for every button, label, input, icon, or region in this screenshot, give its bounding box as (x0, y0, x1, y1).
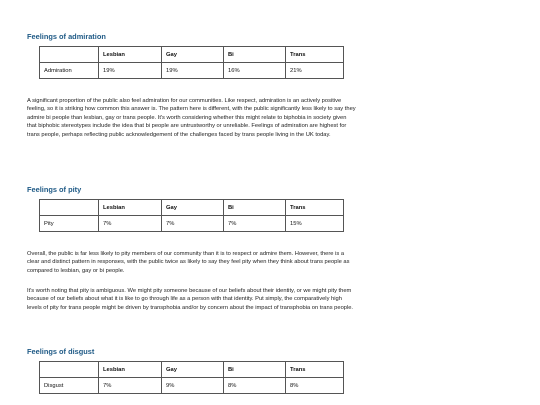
section-heading-pity: Feelings of pity (27, 185, 82, 194)
admiration-table (39, 46, 344, 79)
table-cell: 8% (224, 378, 286, 394)
table-header-row (40, 200, 344, 216)
section-heading-disgust: Feelings of disgust (27, 347, 95, 356)
table-header-cell (40, 362, 99, 378)
table-header-cell: Bi (224, 200, 286, 216)
table-cell: 16% (224, 63, 286, 79)
table-cell: 7% (99, 378, 162, 394)
table-row (40, 216, 344, 232)
table-header-cell: Gay (162, 47, 224, 63)
table-cell: 7% (224, 216, 286, 232)
table-header-row (40, 362, 344, 378)
table-cell: 7% (162, 216, 224, 232)
table-cell: 9% (162, 378, 224, 394)
table-header-cell (40, 47, 99, 63)
table-header-cell: Trans (286, 362, 344, 378)
table-header-cell: Bi (224, 47, 286, 63)
paragraph-admiration: A significant proportion of the public also feel admiration for our communities. Like respect, admiration is an actively positive feeling, so it is striking how common this answer is. The pattern here is different, with the public significantly less likely to say they admire bi people than lesbian, gay or trans people. It's worth considering whether this might relate to biphobia in society given that biphobic stereotypes include the idea that bi people are untrustworthy or unreliable. Feelings of admiration are highest for trans people, perhaps reflecting public acknowledgement of the challenges faced by trans people living in the UK today. (27, 98, 356, 138)
paragraph-pity-overall: Overall, the public is far less likely to pity members of our community than it is to respect or admire them. However, there is a clear and distinct pattern in responses, with the public twice as likely to say they feel pity when they think about trans people as compared to lesbian, gay or bi people. (27, 251, 350, 274)
table-header-cell: Lesbian (99, 362, 162, 378)
table-header-cell: Bi (224, 362, 286, 378)
table-cell: 19% (162, 63, 224, 79)
table-row (40, 63, 344, 79)
table-row-label: Disgust (40, 378, 99, 394)
table-header-cell: Lesbian (99, 200, 162, 216)
table-row-label: Pity (40, 216, 99, 232)
table-row-label: Admiration (40, 63, 99, 79)
table-cell: 21% (286, 63, 344, 79)
paragraph-pity-ambiguous: It's worth noting that pity is ambiguous. We might pity someone because of our beliefs about their identity, or we might pity them because of our beliefs about what it is like to go through life as a person with that identity. Put simply, the comparatively high levels of pity for trans people might be driven by transphobia and/or by concern about the impact of transphobia on trans people. (27, 288, 354, 311)
table-header-cell (40, 200, 99, 216)
table-header-cell: Gay (162, 200, 224, 216)
table-header-cell: Trans (286, 200, 344, 216)
table-cell: 19% (99, 63, 162, 79)
pity-table (39, 199, 344, 232)
table-cell: 15% (286, 216, 344, 232)
section-heading-admiration: Feelings of admiration (27, 32, 106, 41)
table-header-row (40, 47, 344, 63)
table-header-cell: Lesbian (99, 47, 162, 63)
table-header-cell: Trans (286, 47, 344, 63)
table-row (40, 378, 344, 394)
table-header-cell: Gay (162, 362, 224, 378)
table-cell: 8% (286, 378, 344, 394)
disgust-table (39, 361, 344, 394)
blank-margin (383, 0, 540, 405)
table-cell: 7% (99, 216, 162, 232)
